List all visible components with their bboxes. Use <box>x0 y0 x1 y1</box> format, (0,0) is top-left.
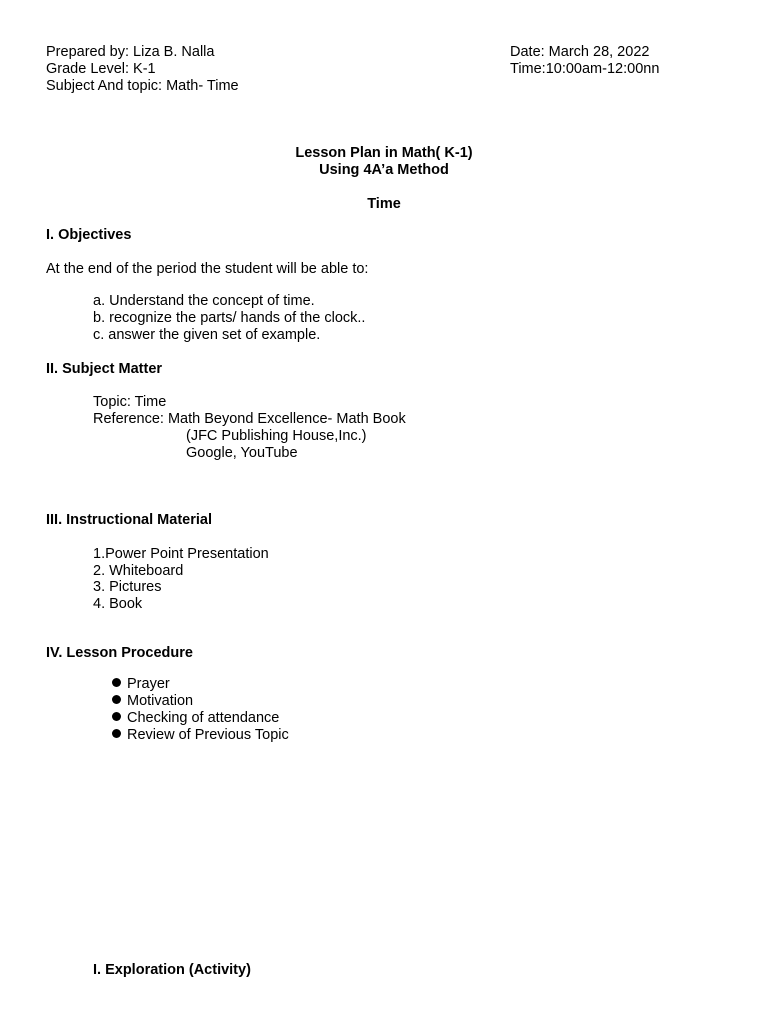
procedure-item-label: Review of Previous Topic <box>127 727 289 743</box>
material-item: 4. Book <box>93 596 143 612</box>
objective-item: c. answer the given set of example. <box>93 327 321 343</box>
objectives-intro: At the end of the period the student will be able to: <box>46 261 369 277</box>
procedure-item <box>112 693 193 710</box>
procedure-item-label: Motivation <box>127 693 194 709</box>
subject-matter-reference: Reference: Math Beyond Excellence- Math Book <box>93 411 406 427</box>
procedure-item <box>112 710 279 727</box>
title-line-2: Using 4A’a Method <box>319 162 449 178</box>
grade-level: Grade Level: K-1 <box>46 61 156 77</box>
subject-matter-reference-publisher: (JFC Publishing House,Inc.) <box>186 428 367 444</box>
bullet-icon <box>112 712 121 721</box>
subject-matter-reference-online: Google, YouTube <box>186 445 298 461</box>
material-item: 2. Whiteboard <box>93 563 184 579</box>
procedure-item-label: Prayer <box>127 676 170 692</box>
subject-topic: Subject And topic: Math- Time <box>46 78 239 94</box>
bullet-icon <box>112 695 121 704</box>
subject-matter-topic: Topic: Time <box>93 394 167 410</box>
procedure-item <box>112 676 170 693</box>
time: Time:10:00am-12:00nn <box>510 61 660 77</box>
subject-matter-heading: II. Subject Matter <box>46 361 163 377</box>
date: Date: March 28, 2022 <box>510 44 650 60</box>
bullet-icon <box>112 678 121 687</box>
procedure-item <box>112 727 289 744</box>
procedure-item-label: Checking of attendance <box>127 710 280 726</box>
instructional-material-heading: III. Instructional Material <box>46 512 212 528</box>
title-line-1: Lesson Plan in Math( K-1) <box>295 145 473 161</box>
material-item: 1.Power Point Presentation <box>93 546 269 562</box>
prepared-by: Prepared by: Liza B. Nalla <box>46 44 215 60</box>
lesson-procedure-heading: IV. Lesson Procedure <box>46 645 193 661</box>
objectives-heading: I. Objectives <box>46 227 132 243</box>
objective-item: a. Understand the concept of time. <box>93 293 315 309</box>
bullet-icon <box>112 729 121 738</box>
exploration-heading: I. Exploration (Activity) <box>93 962 251 978</box>
material-item: 3. Pictures <box>93 579 162 595</box>
title-topic: Time <box>367 196 401 212</box>
objective-item: b. recognize the parts/ hands of the clock.. <box>93 310 366 326</box>
